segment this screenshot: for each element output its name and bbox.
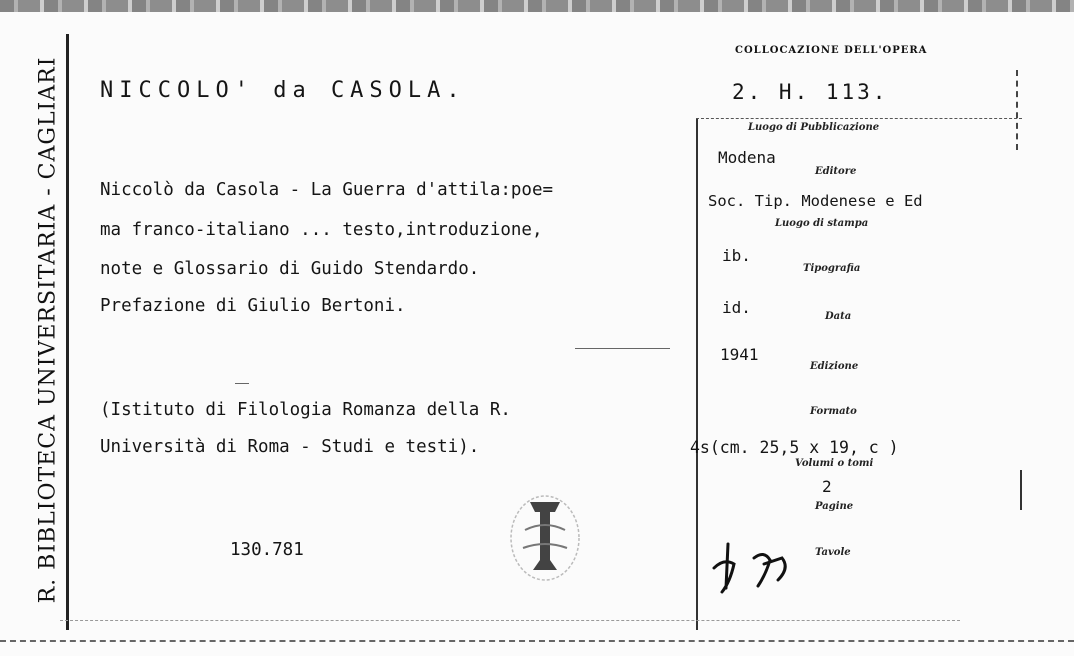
- field-label-place: Luogo di Pubblicazione: [748, 122, 880, 133]
- card-bottom-edge: [0, 640, 1074, 646]
- handwritten-marks-icon: [700, 538, 810, 598]
- rule-mark: [575, 348, 670, 349]
- field-label-pages: Pagine: [815, 501, 854, 512]
- field-value-printer: id.: [722, 298, 751, 317]
- rule-mark: [60, 620, 960, 621]
- library-name-vertical: R. BIBLIOTECA UNIVERSITARIA - CAGLIARI: [35, 56, 61, 604]
- field-value-place: Modena: [718, 148, 776, 167]
- call-number: 2. H. 113.: [732, 80, 889, 104]
- title-line-3: note e Glossario di Guido Stendardo.: [100, 259, 480, 279]
- field-label-edition: Edizione: [810, 361, 859, 372]
- field-label-plates: Tavole: [815, 547, 851, 558]
- inventory-number: 130.781: [230, 540, 304, 560]
- author-heading: NICCOLO' da CASOLA.: [100, 78, 466, 103]
- title-line-1: Niccolò da Casola - La Guerra d'attila:poe=: [100, 180, 554, 200]
- margin-rule: [66, 34, 69, 630]
- field-value-format: 4s(cm. 25,5 x 19, c ): [690, 438, 899, 457]
- series-line-1: (Istituto di Filologia Romanza della R.: [100, 400, 511, 420]
- field-value-publisher: Soc. Tip. Modenese e Ed: [708, 192, 923, 210]
- rule-mark: [235, 383, 249, 384]
- field-value-date: 1941: [720, 345, 759, 364]
- details-panel-top-border: [696, 118, 1022, 119]
- series-line-2: Università di Roma - Studi e testi).: [100, 437, 480, 457]
- title-line-4: Prefazione di Giulio Bertoni.: [100, 296, 406, 316]
- field-value-print-place: ib.: [722, 246, 751, 265]
- field-label-date: Data: [825, 311, 852, 322]
- library-stamp-icon: [505, 490, 585, 585]
- field-label-format: Formato: [810, 406, 857, 417]
- field-label-print-place: Luogo di stampa: [775, 218, 869, 229]
- field-label-printer: Tipografia: [803, 263, 861, 274]
- details-panel-right-border: [1016, 70, 1018, 150]
- card-top-edge: [0, 0, 1074, 12]
- collocation-label: COLLOCAZIONE DELL'OPERA: [735, 45, 928, 56]
- field-label-volumes: Volumi o tomi: [795, 458, 874, 469]
- title-line-2: ma franco-italiano ... testo,introduzione,: [100, 220, 543, 240]
- field-value-volumes: 2: [822, 477, 832, 496]
- details-panel-right-border-lower: [1020, 470, 1022, 510]
- field-label-publisher: Editore: [815, 166, 857, 177]
- details-panel-border: [696, 118, 698, 630]
